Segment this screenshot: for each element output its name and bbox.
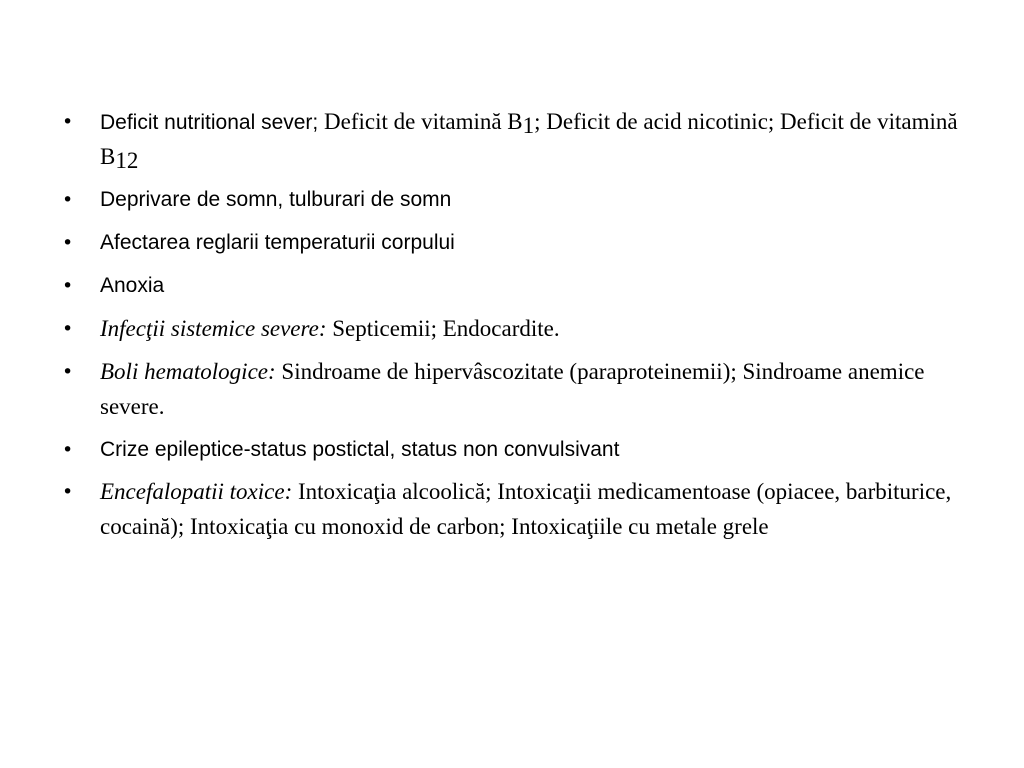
bullet-item-epileptic-seizures [62, 433, 962, 469]
bullet-item-temperature-regulation [62, 226, 962, 262]
item-category-label: Encefalopatii toxice: [100, 479, 293, 504]
item-text: Sindroame de hipervâscozitate (paraproteinemii); Sindroame anemice severe. [100, 359, 925, 419]
item-category-label: Infecţii sistemice severe: [100, 316, 327, 341]
bullet-list [62, 106, 962, 553]
item-text: Anoxia [100, 274, 165, 297]
bullet-item-anoxia [62, 269, 962, 305]
bullet-icon: • [62, 232, 74, 254]
item-text: ; Deficit de acid nicotinic; Deficit de vitamină B [100, 109, 958, 169]
vitamin-subscript: 12 [115, 148, 139, 173]
bullet-item-nutritional-deficit [62, 106, 962, 176]
bullet-item-toxic-encephalopathies [62, 476, 962, 546]
item-text: Septicemii; Endocardite. [326, 316, 560, 341]
bullet-icon: • [62, 318, 74, 340]
bullet-icon: • [62, 189, 74, 211]
item-category-label: Boli hematologice: [100, 359, 276, 384]
item-text: Deprivare de somn, tulburari de somn [100, 188, 452, 211]
item-lead-text: Deficit nutritional sever; [100, 111, 319, 134]
bullet-icon: • [62, 439, 74, 461]
item-text: Intoxicaţia alcoolică; Intoxicaţii medicamentoase (opiacee, barbiturice, cocaină); Intoxicaţia cu monoxid de carbon; Intoxicaţiile cu metale grele [100, 479, 952, 539]
vitamin-subscript: 1 [522, 113, 535, 138]
bullet-icon: • [62, 361, 74, 383]
bullet-icon: • [62, 275, 74, 297]
bullet-item-sleep-deprivation [62, 183, 962, 219]
item-text: Afectarea reglarii temperaturii corpului [100, 231, 455, 254]
bullet-item-systemic-infections [62, 312, 962, 349]
bullet-icon: • [62, 481, 74, 503]
bullet-item-hematologic-diseases [62, 356, 962, 426]
item-text: Deficit de vitamină B [318, 109, 523, 134]
item-text: Crize epileptice-status postictal, status non convulsivant [100, 438, 620, 461]
bullet-icon: • [62, 111, 74, 133]
